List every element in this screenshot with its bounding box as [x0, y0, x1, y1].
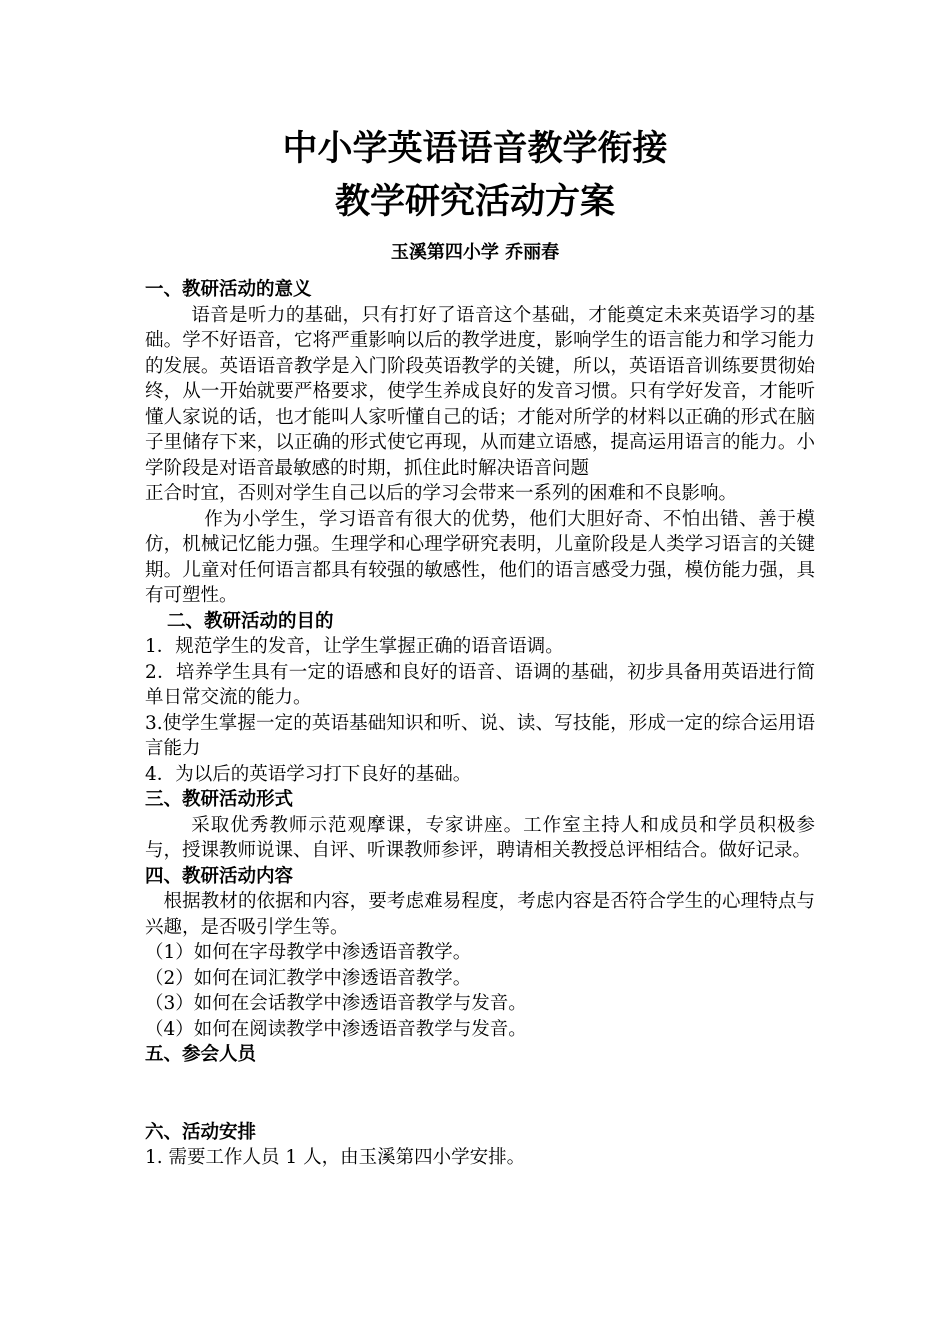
section-4-item-3: （3）如何在会话教学中渗透语音教学与发音。: [145, 993, 527, 1014]
section-4-heading: 四、教研活动内容: [145, 865, 294, 887]
section-1-paragraph-1-continued: 正合时宜，否则对学生自己以后的学习会带来一系列的困难和不良影响。: [145, 483, 738, 504]
section-4-item-4: （4）如何在阅读教学中渗透语音教学与发音。: [145, 1018, 527, 1040]
section-4-item-2: （2）如何在词汇教学中渗透语音教学。: [145, 967, 472, 989]
section-4-item-1: （1）如何在字母教学中渗透语音教学。: [145, 942, 472, 963]
section-1-paragraph-2: 作为小学生，学习语音有很大的优势，他们大胆好奇、不怕出错、善于模仿，机械记忆能力强。生理学和心理学研究表明，儿童阶段是人类学习语言的关键期。儿童对任何语言都具有较强的敏感性，他们的语言感受力强，模仿能力强，具有可塑性。: [145, 508, 815, 606]
document-title-line-1: 中小学英语语音教学衔接: [282, 129, 668, 169]
section-3-paragraph: 采取优秀教师示范观摩课，专家讲座。工作室主持人和成员和学员积极参与，授课教师说课、自评、听课教师参评，聘请相关教授总评相结合。做好记录。: [145, 814, 815, 861]
section-5-heading: 五、参会人员: [145, 1044, 257, 1065]
author-line: 玉溪第四小学 乔丽春: [390, 242, 560, 263]
blank-gap: [145, 1068, 815, 1120]
section-3-heading: 三、教研活动形式: [145, 789, 294, 810]
section-2-item-2: 2．培养学生具有一定的语感和良好的语音、语调的基础，初步具备用英语进行简单日常交流的能力。: [145, 661, 815, 708]
section-2-item-3: 3.使学生掌握一定的英语基础知识和听、说、读、写技能，形成一定的综合运用语言能力: [145, 712, 815, 759]
document-title-line-2: 教学研究活动方案: [334, 182, 615, 222]
section-2-item-4: 4．为以后的英语学习打下良好的基础。: [145, 763, 472, 785]
section-6-item-1: 1. 需要工作人员 1 人，由玉溪第四小学安排。: [145, 1147, 526, 1168]
section-4-paragraph: 根据教材的依据和内容，要考虑难易程度，考虑内容是否符合学生的心理特点与兴趣，是否吸引学生等。: [145, 891, 815, 938]
section-1-heading: 一、教研活动的意义: [145, 279, 312, 300]
section-6-heading: 六、活动安排: [145, 1121, 257, 1143]
document-body: [145, 277, 815, 1171]
section-1-paragraph-1: 语音是听力的基础，只有打好了语音这个基础，才能奠定未来英语学习的基础。学不好语音，它将严重影响以后的教学进度，影响学生的语言能力和学习能力的发展。英语语音教学是入门阶段英语教学的关键，所以，英语语音训练要贯彻始终，从一开始就要严格要求，使学生养成良好的发音习惯。只有学好发音，才能听懂人家说的话，也才能叫人家听懂自己的话；才能对所学的材料以正确的形式在脑子里储存下来，以正确的形式使它再现，从而建立语感，提高运用语言的能力。小学阶段是对语音最敏感的时期，抓住此时解决语音问题: [145, 304, 815, 479]
section-2-item-1: 1．规范学生的发音，让学生掌握正确的语音语调。: [145, 636, 564, 657]
section-2-heading: 二、教研活动的目的: [167, 610, 334, 632]
